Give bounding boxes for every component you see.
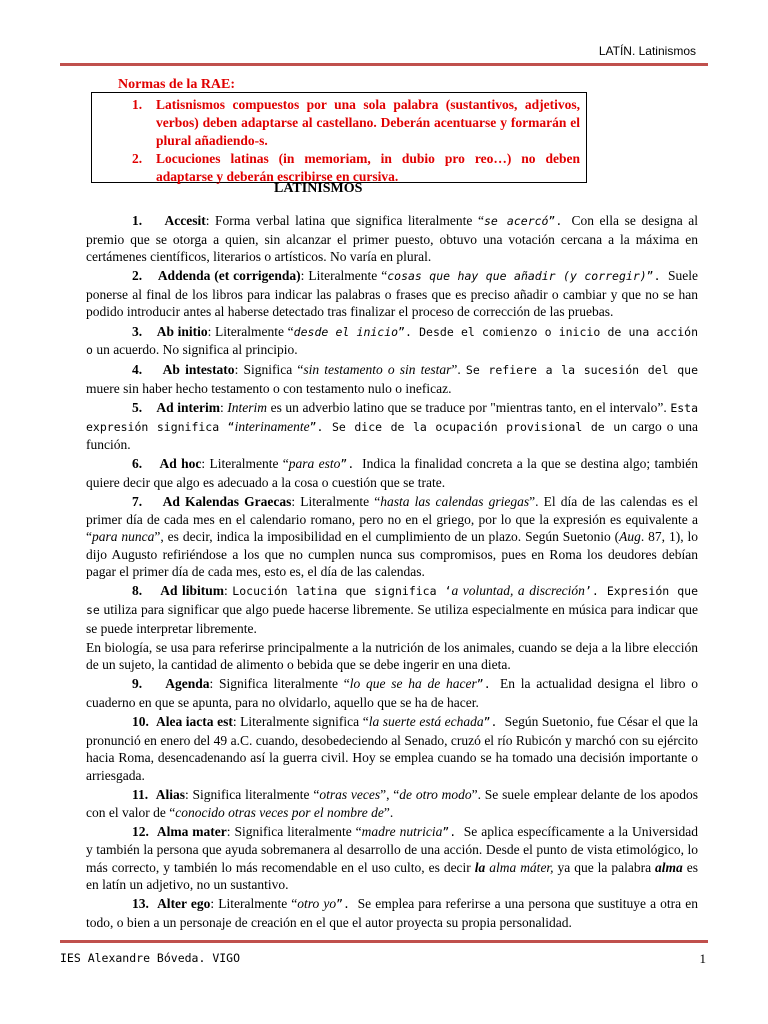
entry-term: Accesit bbox=[164, 213, 206, 228]
entry-term: Ad interim bbox=[156, 399, 220, 415]
page-header: LATÍN. Latinismos bbox=[598, 44, 696, 58]
entry-term: Alma mater bbox=[156, 823, 227, 839]
latinismos-list bbox=[86, 212, 698, 932]
entry-term: Alias bbox=[155, 786, 185, 802]
entry-ab-intestato: 4. Ab intestato: Significa “sin testamento o sin testar”. Se refiere a la sucesión del que muere sin haber hecho testamento o con testamento nulo o ineficaz. bbox=[86, 362, 699, 396]
entry-alma-mater: 12. Alma mater: Significa literalmente “madre nutricia”. Se aplica específicamente a la Universidad y también la persona que ayuda sobremanera al desarrollo de una acción. Desde el punto de vista etimológico, lo más correcto, y también lo más recomendable en el uso culto, es decir la alma máter, ya que la palabra alma es en latín un adjetivo, no un sustantivo. bbox=[86, 823, 698, 893]
entry-term: Ad libitum bbox=[160, 583, 225, 599]
entry-term: Ad hoc bbox=[159, 456, 202, 472]
normas-item: 1. Latisnismos compuestos por una sola palabra (sustantivos, adjetivos, verbos) deben adaptarse al castellano. Deberán acentuarse y formarán el plural añadiendo-s. bbox=[132, 97, 580, 148]
entry-term: Alea iacta est bbox=[156, 714, 233, 730]
entry-alea-iacta-est: 10. Alea iacta est: Literalmente significa “la suerte está echada”. Según Suetonio, fue César el que la pronunció en enero del 49 a.C. cuando, desobedeciendo al Senado, cruzó el río Rubicón y marchó con su ejército hacia Roma, desencadenando así la guerra civil. Hoy se emplea cuando se ha tomado una decisión importante o arriesgada. bbox=[86, 714, 698, 783]
entry-ad-hoc: 6. Ad hoc: Literalmente “para esto”. Indica la finalidad concreta a la que se destina algo; también quiere decir que algo es adecuado a la cosa o cuestión que se trate. bbox=[86, 456, 699, 490]
footer-rule bbox=[60, 940, 708, 943]
entry-accesit: 1. Accesit: Forma verbal latina que significa literalmente “se acercó”. Con ella se designa al premio que se otorga a quien, sin alcanzar el primer puesto, obtuvo una votación cercana a la máxima en certámenes científicos, literarios o artísticos. No varía en plural. bbox=[86, 213, 699, 265]
section-title: LATINISMOS bbox=[274, 181, 363, 196]
entry-agenda: 9. Agenda: Significa literalmente “lo que se ha de hacer”. En la actualidad designa el libro o cuaderno en que se apunta, para no olvidarlo, aquello que se ha de hacer. bbox=[86, 676, 699, 710]
footer-school: IES Alexandre Bóveda. VIGO bbox=[60, 951, 241, 965]
entry-ab-initio: 3. Ab initio: Literalmente “desde el inicio”. Desde el comienzo o inicio de una acción o un acuerdo. No significa al principio. bbox=[86, 323, 698, 358]
entry-term: Alter ego bbox=[157, 896, 211, 912]
page-number: 1 bbox=[699, 951, 706, 966]
entry-ad-libitum: 8. Ad libitum: Locución latina que significa ‘a voluntad, a discreción’. Expresión que se utiliza para significar que algo puede hacerse libremente. Se utiliza especialmente en música para indicar que se puede interpretar libremente. bbox=[86, 583, 699, 636]
entry-term: Agenda bbox=[165, 676, 210, 692]
normas-title: Normas de la RAE: bbox=[118, 77, 236, 92]
entry-ad-libitum-biologia: En biología, se usa para referirse principalmente a la nutrición de los animales, cuando se deja a la libre elección de un sujeto, la cantidad de alimento o bebida que se debe ingerir en una dieta. bbox=[86, 639, 698, 673]
entry-term: Ad Kalendas Graecas bbox=[162, 493, 292, 509]
entry-term: Ab intestato bbox=[162, 362, 235, 378]
entry-term: Addenda (et corrigenda) bbox=[157, 268, 301, 284]
normas-box bbox=[91, 92, 587, 183]
entry-term: Ab initio bbox=[156, 323, 208, 339]
entry-addenda: 2. Addenda (et corrigenda): Literalmente “cosas que hay que añadir (y corregir)”. Suele ponerse al final de los libros para indicar las palabras o frases que es preciso añadir o cambiar y que no se han podido introducir antes al haberse detectado tras finalizar el proceso de corrección de las pruebas. bbox=[86, 268, 698, 320]
entry-alias: 11. Alias: Significa literalmente “otras veces”, “de otro modo”. Se suele emplear delante de los apodos con el valor de “conocido otras veces por el nombre de”. bbox=[86, 786, 698, 820]
header-rule bbox=[60, 63, 708, 66]
entry-ad-interim: 5. Ad interim: Interim es un adverbio latino que se traduce por "mientras tanto, en el intervalo”. Esta expresión significa “interinamente”. Se dice de la ocupación provisional de un cargo o una función. bbox=[86, 399, 699, 453]
entry-alter-ego: 13. Alter ego: Literalmente “otro yo”. Se emplea para referirse a una persona que sustituye a otra en todo, o bien a un personaje de creación en el que el autor proyecta su propia personalidad. bbox=[86, 896, 698, 931]
entry-ad-kalendas-graecas: 7. Ad Kalendas Graecas: Literalmente “hasta las calendas griegas”. El día de las calendas es el primer día de cada mes en el calendario romano, pero no en el griego, por lo que la expresión es equivalente a “para nunca”, es decir, indica la imposibilidad en el cumplimiento de un plazo. Según Suetonio (Aug. 87, 1), lo dijo Augusto refiriéndose a los que no cumplen nunca sus compromisos, pues en Roma los deudores debían pagar el primer día de cada mes, esto es, el día de las calendas. bbox=[86, 493, 698, 580]
normas-item: 2. Locuciones latinas (in memoriam, in dubio pro reo…) no deben adaptarse y deberán escribirse en cursiva. bbox=[132, 151, 580, 184]
